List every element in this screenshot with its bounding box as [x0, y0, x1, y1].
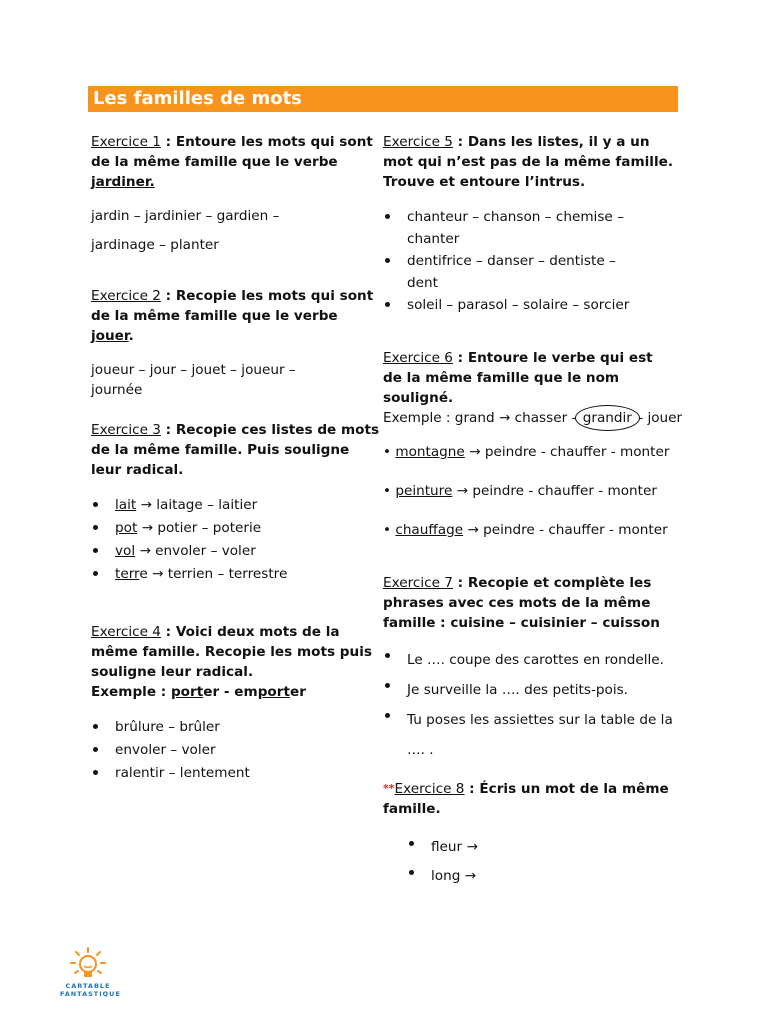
exercise-1-verb: jardiner. — [91, 174, 155, 190]
title-bar — [88, 86, 678, 112]
page-title: Les familles de mots — [93, 88, 302, 109]
exercise-2-verb: jouer — [91, 328, 129, 344]
list-item: ralentir – lentement — [91, 762, 383, 785]
exercise-8-list — [407, 833, 675, 891]
exercise-4-instruction: Voici deux mots de la même famille. Recopie les mots puis souligne leur radical. — [91, 624, 372, 680]
exercise-1: Exercice 1 : Entoure les mots qui sont de la même famille que le verbe jardiner. jardin – jardinier – gardien – jardinage – planter — [91, 132, 383, 255]
list-item: Le …. coupe des carottes en rondelle. — [383, 645, 675, 675]
exercise-1-instruction: Entoure les mots qui sont de la même famille que le verbe — [91, 134, 373, 170]
exercise-8-instruction: Écris un mot de la même famille. — [383, 781, 669, 817]
exercise-7: Exercice 7 : Recopie et complète les phrases avec ces mots de la même famille : cuisine – cuisinier – cuisson Le …. coupe des carottes en rondelle. Je surveille la …. des petits-pois. Tu poses les assiettes sur la table de la …. . — [383, 573, 675, 765]
right-column — [383, 132, 683, 891]
list-item: vol → envoler – voler — [91, 540, 383, 563]
exercise-4-number: Exercice 4 — [91, 624, 161, 640]
exercise-3-number: Exercice 3 — [91, 422, 161, 438]
exercise-1-words-1: jardin – jardinier – gardien – — [91, 208, 280, 224]
cartable-fantastique-logo — [60, 946, 121, 998]
list-item: terre → terrien – terrestre — [91, 563, 383, 586]
exercise-6-item: • chauffage → peindre - chauffer - monter — [383, 522, 668, 538]
list-item: dentifrice – danser – dentiste – dent — [383, 250, 675, 294]
exercise-6-item: • montagne → peindre - chauffer - monter — [383, 444, 670, 460]
exercise-2-words-1: joueur – jour – jouet – joueur – — [91, 362, 296, 378]
lightbulb-icon — [60, 946, 116, 982]
list-item: soleil – parasol – solaire – sorcier — [383, 294, 675, 316]
list-item: pot → potier – poterie — [91, 517, 383, 540]
exercise-5-list — [383, 206, 675, 316]
exercise-5: Exercice 5 : Dans les listes, il y a un mot qui n’est pas de la même famille. Trouve et entoure l’intrus. chanteur – chanson – chemise – chanter dentifrice – danser – dentiste – dent soleil – parasol – solaire – sorcier — [383, 132, 675, 316]
exercise-8: **Exercice 8 : Écris un mot de la même famille. fleur → long → — [383, 779, 675, 891]
list-item: fleur → — [407, 833, 675, 862]
list-item: envoler – voler — [91, 739, 383, 762]
exercise-6-instruction: Entoure le verbe qui est de la même famille que le nom souligné. — [383, 350, 653, 406]
exercise-3-list — [91, 494, 383, 586]
exercise-2-words-2: journée — [91, 382, 143, 398]
list-item: long → — [407, 862, 675, 891]
exercise-3-instruction: Recopie ces listes de mots de la même famille. Puis souligne leur radical. — [91, 422, 380, 478]
list-item: lait → laitage – laitier — [91, 494, 383, 517]
exercise-2: Exercice 2 : Recopie les mots qui sont de la même famille que le verbe jouer. joueur – jour – jouet – joueur – journée — [91, 286, 383, 400]
exercise-7-number: Exercice 7 — [383, 575, 453, 591]
exercise-5-instruction: Dans les listes, il y a un mot qui n’est pas de la même famille. Trouve et entoure l’intrus. — [383, 134, 674, 190]
difficulty-stars: ** — [383, 782, 395, 795]
logo-line-2: FANTASTIQUE — [60, 990, 121, 998]
exercise-6-item: • peinture → peindre - chauffer - monter — [383, 483, 657, 499]
exercise-3: Exercice 3 : Recopie ces listes de mots de la même famille. Puis souligne leur radical. lait → laitage – laitier pot → potier – poterie vol → envoler – voler terre → terrien – terrestre — [91, 420, 383, 586]
exercise-2-number: Exercice 2 — [91, 288, 161, 304]
exercise-6: Exercice 6 : Entoure le verbe qui est de la même famille que le nom souligné. Exemple : grand → chasser - grandir - jouer • montagne → peindre - chauffer - monter • peinture → peindre - chauffer - monter • chauffage → peindre - chauffer - monter — [383, 350, 683, 538]
left-column — [91, 132, 383, 785]
exercise-4-example: Exemple : porter - emporter — [91, 684, 306, 700]
exercise-5-number: Exercice 5 — [383, 134, 453, 150]
exercise-1-number: Exercice 1 — [91, 134, 161, 150]
exercise-7-instruction: Recopie et complète les phrases avec ces mots de la même famille : cuisine – cuisinier – cuisson — [383, 575, 660, 631]
list-item: brûlure – brûler — [91, 716, 383, 739]
exercise-6-example: Exemple : grand → chasser - grandir - jouer — [383, 410, 683, 426]
exercise-4: Exercice 4 : Voici deux mots de la même famille. Recopie les mots puis souligne leur radical. Exemple : porter - emporter brûlure – brûler envoler – voler ralentir – lentement — [91, 622, 383, 785]
exercise-7-list — [383, 645, 675, 765]
exercise-6-number: Exercice 6 — [383, 350, 453, 366]
exercise-2-instruction: Recopie les mots qui sont de la même famille que le verbe — [91, 288, 374, 324]
list-item: chanteur – chanson – chemise – chanter — [383, 206, 675, 250]
circled-word: grandir — [582, 410, 632, 426]
logo-line-1: CARTABLE — [65, 982, 111, 990]
list-item: Tu poses les assiettes sur la table de la …. . — [383, 705, 675, 765]
exercise-4-list — [91, 716, 383, 785]
exercise-1-words-2: jardinage – planter — [91, 237, 219, 253]
list-item: Je surveille la …. des petits-pois. — [383, 675, 675, 705]
exercise-8-number: Exercice 8 — [394, 781, 465, 797]
